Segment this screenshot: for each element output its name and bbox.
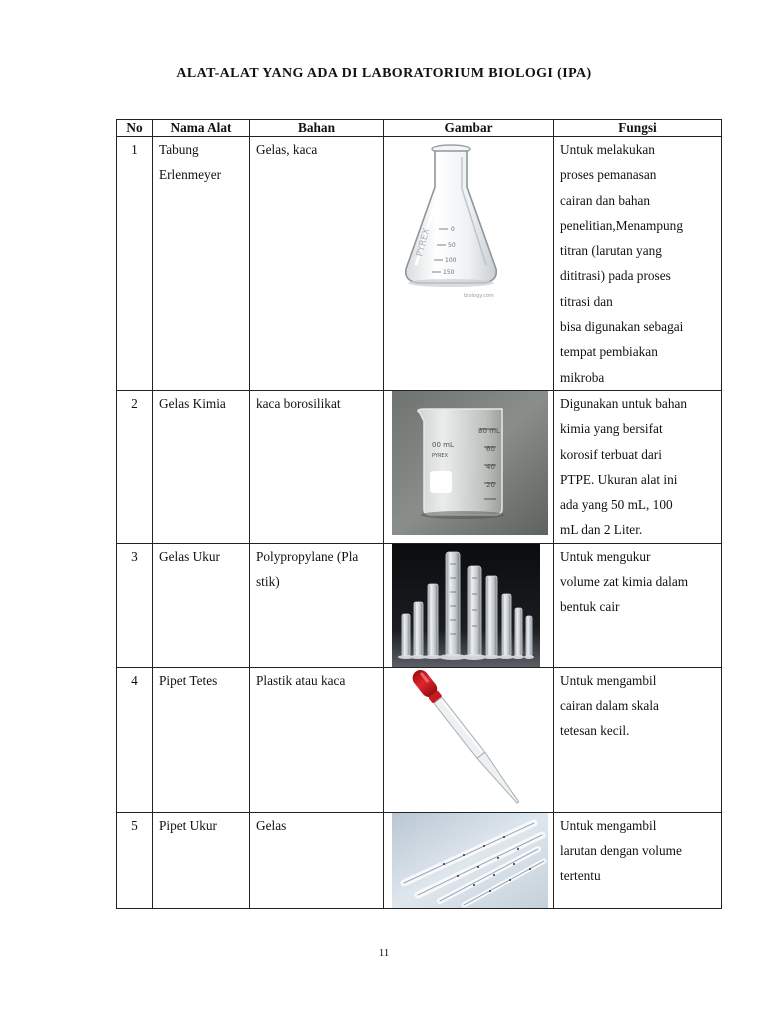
svg-text:150: 150 (443, 269, 455, 276)
row-number: 5 (117, 812, 153, 908)
gambar-cell (384, 667, 554, 812)
fungsi-line: kimia yang bersifat (560, 421, 663, 437)
nama-alat-cell (153, 667, 250, 812)
bahan-cell (250, 543, 384, 667)
row-number: 1 (117, 137, 153, 391)
row-number: 4 (117, 667, 153, 812)
nama-line: Tabung (159, 142, 199, 157)
svg-text:0: 0 (451, 226, 455, 233)
bahan-cell (250, 667, 384, 812)
beaker-volume-label: 00 mL (432, 440, 454, 449)
fungsi-line: cairan dalam skala (560, 698, 659, 714)
fungsi-line: tertentu (560, 868, 601, 884)
fungsi-line: Untuk mengambil (560, 817, 657, 833)
erlenmeyer-flask-icon (384, 137, 554, 307)
fungsi-cell (554, 812, 722, 908)
header-fungsi: Fungsi (554, 120, 722, 137)
fungsi-line: mikroba (560, 369, 605, 385)
bahan-line: Gelas (256, 817, 287, 833)
beaker-mark: 60 (486, 444, 495, 453)
fungsi-line: dititrasi) pada proses (560, 268, 671, 284)
row-number: 2 (117, 390, 153, 543)
beaker-mark: 20 (486, 480, 495, 489)
fungsi-cell (554, 390, 722, 543)
nama-line: Gelas Ukur (159, 548, 220, 564)
page-number: 11 (378, 947, 390, 959)
fungsi-line: cairan dan bahan (560, 192, 651, 208)
lab-equipment-table (116, 119, 722, 909)
fungsi-line: bisa digunakan sebagai (560, 319, 684, 335)
bahan-line: stik) (256, 574, 280, 590)
gambar-cell (384, 543, 554, 667)
beaker-icon (384, 391, 554, 535)
nama-alat-cell (153, 543, 250, 667)
svg-text:PYREX: PYREX (415, 227, 433, 258)
table-row (117, 812, 722, 908)
fungsi-line: titrasi dan (560, 293, 613, 309)
fungsi-line: Digunakan untuk bahan (560, 395, 688, 411)
header-bahan: Bahan (250, 120, 384, 137)
fungsi-line: Untuk mengukur (560, 548, 651, 564)
beaker-brand-label: PYREX (432, 452, 449, 459)
table-row (117, 543, 722, 667)
bahan-cell (250, 390, 384, 543)
gambar-cell (384, 390, 554, 543)
table-row (117, 667, 722, 812)
fungsi-line: PTPE. Ukuran alat ini (560, 471, 678, 487)
bahan-line: kaca borosilikat (256, 395, 341, 411)
measuring-pipettes-icon (384, 813, 554, 908)
beaker-mark: 40 (486, 462, 495, 471)
fungsi-line: larutan dengan volume (560, 843, 682, 859)
table-row (117, 137, 722, 391)
nama-line: Gelas Kimia (159, 395, 226, 411)
fungsi-cell (554, 667, 722, 812)
header-nama-alat: Nama Alat (153, 120, 250, 137)
header-gambar: Gambar (384, 120, 554, 137)
table-header-row (117, 120, 722, 137)
fungsi-line: penelitian,Menampung (560, 217, 683, 233)
fungsi-line: mL dan 2 Liter. (560, 522, 643, 538)
fungsi-line: Untuk melakukan (560, 142, 655, 157)
beaker-mark: 80 mL (478, 426, 500, 435)
gambar-cell (384, 812, 554, 908)
svg-text:biology.com: biology.com (464, 293, 494, 299)
fungsi-line: volume zat kimia dalam (560, 574, 689, 590)
bahan-cell (250, 137, 384, 391)
fungsi-cell (554, 543, 722, 667)
nama-alat-cell (153, 812, 250, 908)
dropper-pipette-icon (384, 668, 554, 812)
gambar-cell (384, 137, 554, 391)
nama-line: Pipet Tetes (159, 672, 218, 688)
fungsi-line: tetesan kecil. (560, 723, 630, 739)
fungsi-line: bentuk cair (560, 599, 620, 615)
bahan-line: Gelas, kaca (256, 142, 318, 157)
bahan-line: Polypropylane (Pla (256, 548, 359, 564)
fungsi-line: korosif terbuat dari (560, 446, 662, 462)
fungsi-line: proses pemanasan (560, 167, 657, 183)
table-row (117, 390, 722, 543)
nama-alat-cell (153, 137, 250, 391)
nama-line: Erlenmeyer (159, 167, 222, 183)
header-no: No (117, 120, 153, 137)
fungsi-line: tempat pembiakan (560, 344, 658, 360)
bahan-cell (250, 812, 384, 908)
fungsi-line: ada yang 50 mL, 100 (560, 497, 673, 513)
fungsi-cell (554, 137, 722, 391)
bahan-line: Plastik atau kaca (256, 672, 346, 688)
fungsi-line: titran (larutan yang (560, 243, 662, 259)
page-title: ALAT-ALAT YANG ADA DI LABORATORIUM BIOLOGI (IPA) (176, 66, 592, 81)
row-number: 3 (117, 543, 153, 667)
svg-text:50: 50 (448, 242, 456, 249)
nama-line: Pipet Ukur (159, 817, 217, 833)
nama-alat-cell (153, 390, 250, 543)
svg-text:100: 100 (445, 257, 457, 264)
fungsi-line: Untuk mengambil (560, 672, 657, 688)
graduated-cylinders-icon (384, 544, 554, 667)
